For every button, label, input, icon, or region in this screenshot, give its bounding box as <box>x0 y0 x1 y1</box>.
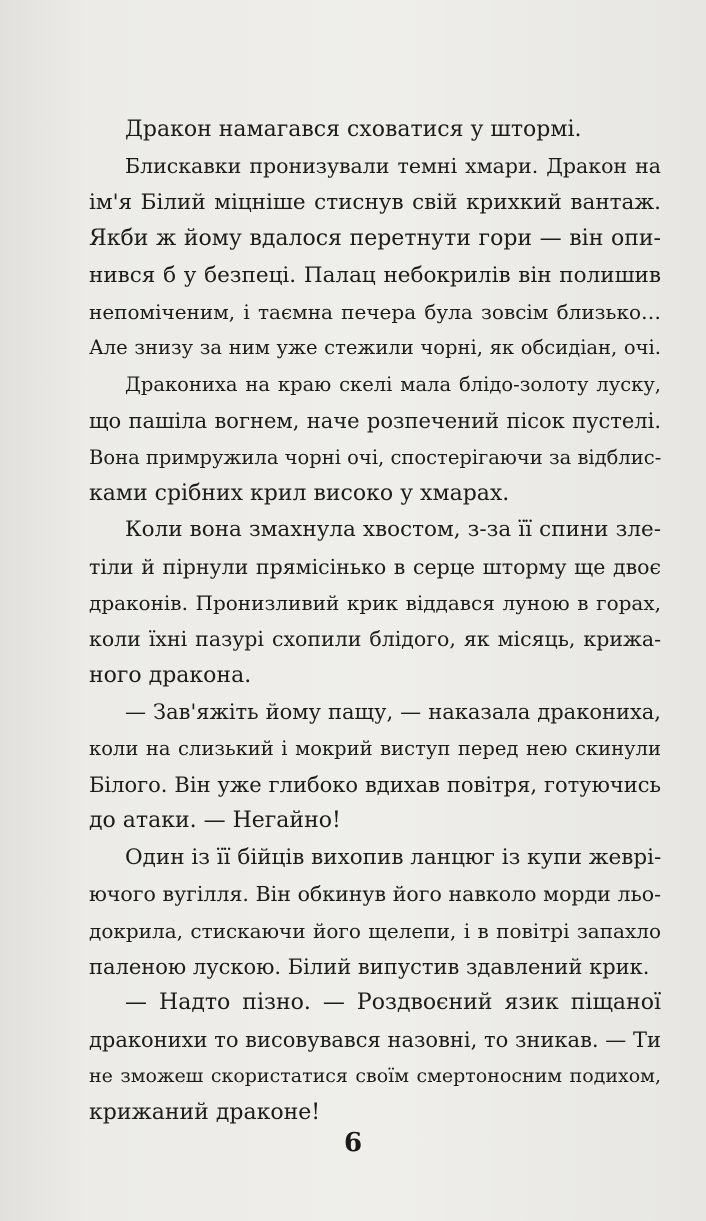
text-line: тіли й пірнули прямісінько в серце шторму ще двоє <box>89 554 661 579</box>
page-text <box>89 112 661 1131</box>
text-line: Дракониха на краю скелі мала блідо-золоту луску, <box>125 372 661 396</box>
text-line: Дракон намагався сховатися у штормі. <box>125 117 582 142</box>
text-line: до атаки. — Негайно! <box>89 808 341 834</box>
text-line: Коли вона змахнула хвостом, з-за її спини зле- <box>125 517 661 543</box>
text-line: ками срібних крил високо у хмарах. <box>89 480 510 506</box>
page-number: 6 <box>343 1128 363 1158</box>
text-line: Вона примружила чорні очі, спостерігаючи за відблис- <box>89 445 662 469</box>
text-line: ім'я Білий міцніше стиснув свій крихкий вантаж. <box>89 189 661 215</box>
text-line: ючого вугілля. Він обкинув його навколо морди льо- <box>89 882 661 907</box>
text-line: ного дракона. <box>89 662 252 688</box>
text-line: Білого. Він уже глибоко вдихав повітря, готуючись <box>89 773 661 798</box>
text-line: крижаний драконе! <box>89 1099 321 1125</box>
text-line: Але знизу за ним уже стежили чорні, як обсидіан, очі. <box>89 336 661 360</box>
text-line: — Надто пізно. — Роздвоєний язик піщаної <box>125 990 661 1016</box>
text-line: нився б у безпеці. Палац небокрилів він полишив <box>89 262 661 288</box>
text-line: Блискавки пронизували темні хмари. Дракон на <box>125 154 661 179</box>
text-line: Один із її бійців вихопив ланцюг із купи жеврі- <box>125 844 662 870</box>
text-line: драконів. Пронизливий крик віддався луною в горах, <box>89 591 661 616</box>
text-line: паленою лускою. Білий випустив здавлений крик. <box>89 954 650 979</box>
text-line: докрила, стискаючи його щелепи, і в повітрі запахло <box>89 918 661 943</box>
text-line: коли їхні пазурі схопили блідого, як місяць, крижа- <box>89 627 661 652</box>
text-line: не зможеш скористатися своїм смертоносним подихом, <box>89 1065 661 1088</box>
text-line: що пашіла вогнем, наче розпечений пісок пустелі. <box>89 409 661 434</box>
text-line: коли на слизький і мокрий виступ перед нею скинули <box>89 736 661 760</box>
text-line: Якби ж йому вдалося перетнути гори — він опи- <box>89 226 661 252</box>
text-line: дракониxи то висовувався назовні, то зникав. — Ти <box>89 1027 661 1052</box>
text-line: непоміченим, і таємна печера була зовсім близько… <box>89 299 661 324</box>
text-line: — Зав'яжіть йому пащу, — наказала дракониха, <box>125 700 661 725</box>
